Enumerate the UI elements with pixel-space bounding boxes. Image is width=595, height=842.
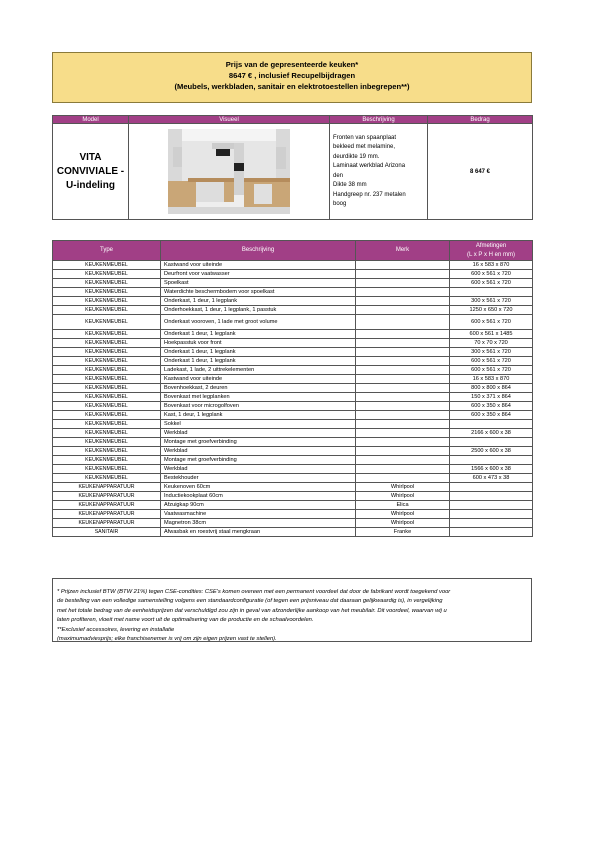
row-type: SANITAIR: [53, 528, 161, 537]
row-merk: [356, 315, 450, 330]
row-description: Bestekhouder: [161, 474, 356, 483]
row-description: Sokkel: [161, 420, 356, 429]
footnote-line: de bestelling van een volledige samenstelling volgens een standaardconfiguratie (of tegen een prijsniveau dat daaraan gelijkwaardig is), in vergelijking: [57, 598, 443, 605]
row-afmetingen: [450, 438, 533, 447]
col-afmetingen: [450, 241, 533, 261]
row-merk: [356, 429, 450, 438]
row-merk: [356, 402, 450, 411]
table-row: [53, 456, 533, 465]
row-description: Inductiekookplaat 60cm: [161, 492, 356, 501]
row-type: KEUKENMEUBEL: [53, 261, 161, 270]
row-merk: [356, 330, 450, 339]
table-row: [53, 261, 533, 270]
table-row: [53, 279, 533, 288]
row-type: KEUKENAPPARATUUR: [53, 519, 161, 528]
row-merk: Franke: [356, 528, 450, 537]
footnotes: [52, 578, 532, 642]
row-afmetingen: 70 x 70 x 720: [450, 339, 533, 348]
footnote-line: met het totale bedrag van de eenheidsprijzen dat verschuldigd zou zijn in geval van afzonderlijke aankoop van het meubilair. Dit voordeel, waarvan wij u: [57, 607, 447, 614]
table-row: [53, 510, 533, 519]
row-type: KEUKENMEUBEL: [53, 456, 161, 465]
price-total: 8647 € , inclusief Recupelbijdragen: [228, 71, 356, 80]
row-description: Afwasbak en roestvrij staal mengkraan: [161, 528, 356, 537]
row-type: KEUKENAPPARATUUR: [53, 483, 161, 492]
row-afmetingen: 600 x 350 x 864: [450, 402, 533, 411]
row-merk: [356, 261, 450, 270]
row-merk: [356, 474, 450, 483]
afm-units: (L x P x H en mm): [466, 251, 515, 258]
row-description: Kastwand voor uiteinde: [161, 261, 356, 270]
table-row: [53, 501, 533, 510]
row-afmetingen: [450, 519, 533, 528]
row-description: Werkblad: [161, 429, 356, 438]
row-merk: Whirlpool: [356, 510, 450, 519]
table-row: [53, 519, 533, 528]
col-bedrag: Bedrag: [428, 116, 533, 124]
desc-line: den: [333, 172, 344, 179]
table-row: [53, 474, 533, 483]
row-merk: [356, 420, 450, 429]
col-desc: Beschrijving: [161, 241, 356, 261]
row-description: Ladekast, 1 lade, 2 uittrekelementen: [161, 366, 356, 375]
row-description: Onderhoekkast, 1 deur, 1 legplank, 1 passtuk: [161, 306, 356, 315]
row-merk: [356, 297, 450, 306]
row-merk: Elica: [356, 501, 450, 510]
row-merk: [356, 375, 450, 384]
row-merk: [356, 279, 450, 288]
row-type: KEUKENMEUBEL: [53, 429, 161, 438]
col-model: Model: [53, 116, 129, 124]
summary-row: [53, 124, 533, 220]
footnote-line: * Prijzen inclusief BTW (BTW 21%) tegen CSE-condities: CSE's komen overeen met een permanent voordeel dat door de fabrikant wordt toegekend voor: [57, 589, 451, 595]
row-type: KEUKENMEUBEL: [53, 330, 161, 339]
row-afmetingen: [450, 456, 533, 465]
price-title: Prijs van de gepresenteerde keuken*: [225, 60, 359, 69]
row-description: Werkblad: [161, 465, 356, 474]
row-type: KEUKENMEUBEL: [53, 411, 161, 420]
row-type: KEUKENMEUBEL: [53, 297, 161, 306]
desc-line: bekleed met melamine,: [333, 144, 396, 150]
row-type: KEUKENMEUBEL: [53, 474, 161, 483]
table-row: [53, 348, 533, 357]
row-description: Afzuigkap 90cm: [161, 501, 356, 510]
row-afmetingen: 600 x 473 x 38: [450, 474, 533, 483]
row-type: KEUKENMEUBEL: [53, 393, 161, 402]
table-row: [53, 420, 533, 429]
table-row: [53, 528, 533, 537]
row-afmetingen: 1566 x 600 x 38: [450, 465, 533, 474]
row-afmetingen: 600 x 561 x 1485: [450, 330, 533, 339]
row-description: Onderkast, 1 deur, 1 legplank: [161, 297, 356, 306]
row-type: KEUKENMEUBEL: [53, 366, 161, 375]
row-merk: [356, 465, 450, 474]
desc-line: Handgreep nr. 237 metalen: [333, 191, 406, 198]
row-afmetingen: 600 x 561 x 720: [450, 366, 533, 375]
row-merk: [356, 348, 450, 357]
details-header-row: [53, 241, 533, 261]
table-row: [53, 465, 533, 474]
col-beschrijving: Beschrijving: [330, 116, 428, 124]
model-name: VITA CONVIVIALE - U-indeling: [53, 124, 129, 220]
row-description: Keukenoven 60cm: [161, 483, 356, 492]
row-description: Bovenkast met legplanken: [161, 393, 356, 402]
row-merk: [356, 411, 450, 420]
desc-line: deurdikte 19 mm.: [333, 153, 380, 160]
table-row: [53, 297, 533, 306]
table-row: [53, 366, 533, 375]
row-merk: [356, 456, 450, 465]
table-row: [53, 339, 533, 348]
row-type: KEUKENMEUBEL: [53, 357, 161, 366]
row-merk: Whirlpool: [356, 519, 450, 528]
footnote-line: laten profiteren, vloeit met name voort uit de optimalisering van de productie en de schaalvoordelen.: [57, 617, 314, 624]
row-merk: [356, 288, 450, 297]
row-afmetingen: 600 x 561 x 720: [450, 279, 533, 288]
row-merk: [356, 447, 450, 456]
row-description: Deurfront voor vaatwasser: [161, 270, 356, 279]
table-row: [53, 483, 533, 492]
details-body: [53, 261, 533, 537]
row-description: Onderkast 1 deur, 1 legplank: [161, 330, 356, 339]
row-type: KEUKENAPPARATUUR: [53, 510, 161, 519]
row-type: KEUKENMEUBEL: [53, 279, 161, 288]
row-description: Kastwand voor uiteinde: [161, 375, 356, 384]
price-includes: (Meubels, werkbladen, sanitair en elektrotoestellen inbegrepen**): [174, 82, 410, 91]
desc-line: Fronten van spaanplaat: [333, 134, 397, 141]
desc-line: boog: [333, 201, 347, 207]
table-row: [53, 330, 533, 339]
table-row: [53, 429, 533, 438]
row-description: Onderkast 1 deur, 1 legplank: [161, 357, 356, 366]
row-afmetingen: [450, 510, 533, 519]
row-description: Bovenkast voor microgolfoven: [161, 402, 356, 411]
row-type: KEUKENAPPARATUUR: [53, 501, 161, 510]
table-row: [53, 357, 533, 366]
row-afmetingen: 300 x 561 x 720: [450, 297, 533, 306]
row-type: KEUKENAPPARATUUR: [53, 492, 161, 501]
table-row: [53, 402, 533, 411]
kitchen-visual: [129, 124, 330, 220]
table-row: [53, 375, 533, 384]
row-afmetingen: [450, 501, 533, 510]
afm-title: Afmetingen: [475, 242, 507, 249]
row-description: Spoelkast: [161, 279, 356, 288]
row-merk: [356, 384, 450, 393]
row-afmetingen: 300 x 561 x 720: [450, 348, 533, 357]
row-afmetingen: 600 x 561 x 720: [450, 357, 533, 366]
table-row: [53, 447, 533, 456]
row-afmetingen: 2500 x 600 x 38: [450, 447, 533, 456]
row-merk: Whirlpool: [356, 492, 450, 501]
kitchen-description: [330, 124, 428, 220]
row-type: KEUKENMEUBEL: [53, 339, 161, 348]
row-description: Bovenhoekkast, 2 deuren: [161, 384, 356, 393]
col-visueel: Visueel: [129, 116, 330, 124]
row-afmetingen: [450, 492, 533, 501]
table-row: [53, 306, 533, 315]
row-merk: [356, 357, 450, 366]
row-merk: [356, 270, 450, 279]
row-afmetingen: [450, 420, 533, 429]
row-description: Hoekpasstuk voor front: [161, 339, 356, 348]
details-table: [52, 240, 533, 537]
row-description: Magnetron 38cm: [161, 519, 356, 528]
row-type: KEUKENMEUBEL: [53, 375, 161, 384]
row-description: Werkblad: [161, 447, 356, 456]
row-type: KEUKENMEUBEL: [53, 402, 161, 411]
row-type: KEUKENMEUBEL: [53, 465, 161, 474]
row-description: Kast, 1 deur, 1 legplank: [161, 411, 356, 420]
summary-table: [52, 115, 533, 220]
row-afmetingen: 2166 x 600 x 38: [450, 429, 533, 438]
row-type: KEUKENMEUBEL: [53, 438, 161, 447]
row-description: Montage met groefverbinding: [161, 438, 356, 447]
row-description: Montage met groefverbinding: [161, 456, 356, 465]
table-row: [53, 315, 533, 330]
row-merk: [356, 438, 450, 447]
row-merk: [356, 366, 450, 375]
row-description: Onderkast 1 deur, 1 legplank: [161, 348, 356, 357]
row-type: KEUKENMEUBEL: [53, 420, 161, 429]
row-type: KEUKENMEUBEL: [53, 315, 161, 330]
row-merk: [356, 306, 450, 315]
kitchen-image: [168, 129, 290, 214]
row-type: KEUKENMEUBEL: [53, 288, 161, 297]
table-row: [53, 288, 533, 297]
row-afmetingen: [450, 288, 533, 297]
col-merk: Merk: [356, 241, 450, 261]
col-type: Type: [53, 241, 161, 261]
price-header: [52, 52, 532, 103]
row-type: KEUKENMEUBEL: [53, 306, 161, 315]
row-afmetingen: 600 x 561 x 720: [450, 315, 533, 330]
footnote-line: (maximumadviesprijs; elke franchisenemer is vrij om zijn eigen prijzen vast te stellen).: [57, 636, 277, 643]
row-afmetingen: 16 x 583 x 870: [450, 261, 533, 270]
row-description: Onderkast vooroven, 1 lade met groot volume: [161, 315, 356, 330]
row-afmetingen: [450, 528, 533, 537]
row-merk: Whirlpool: [356, 483, 450, 492]
row-afmetingen: 600 x 561 x 720: [450, 270, 533, 279]
row-afmetingen: 600 x 350 x 864: [450, 411, 533, 420]
table-row: [53, 270, 533, 279]
table-row: [53, 393, 533, 402]
desc-line: Laminaat werkblad Arizona: [333, 163, 406, 169]
table-row: [53, 492, 533, 501]
summary-header-row: [53, 116, 533, 124]
row-type: KEUKENMEUBEL: [53, 447, 161, 456]
row-type: KEUKENMEUBEL: [53, 384, 161, 393]
kitchen-amount: 8 647 €: [428, 124, 533, 220]
row-merk: [356, 393, 450, 402]
row-description: Waterdichte beschermbodem voor spoelkast: [161, 288, 356, 297]
row-description: Vaatwasmachine: [161, 510, 356, 519]
row-type: KEUKENMEUBEL: [53, 270, 161, 279]
row-merk: [356, 339, 450, 348]
table-row: [53, 384, 533, 393]
row-afmetingen: 800 x 800 x 864: [450, 384, 533, 393]
row-afmetingen: [450, 483, 533, 492]
row-afmetingen: 150 x 371 x 864: [450, 393, 533, 402]
row-afmetingen: 1250 x 650 x 720: [450, 306, 533, 315]
footnote-line: **Exclusief accessoires, levering en installatie: [57, 626, 175, 633]
row-afmetingen: 16 x 583 x 870: [450, 375, 533, 384]
table-row: [53, 438, 533, 447]
table-row: [53, 411, 533, 420]
row-type: KEUKENMEUBEL: [53, 348, 161, 357]
desc-line: Dikte 38 mm: [333, 182, 367, 188]
